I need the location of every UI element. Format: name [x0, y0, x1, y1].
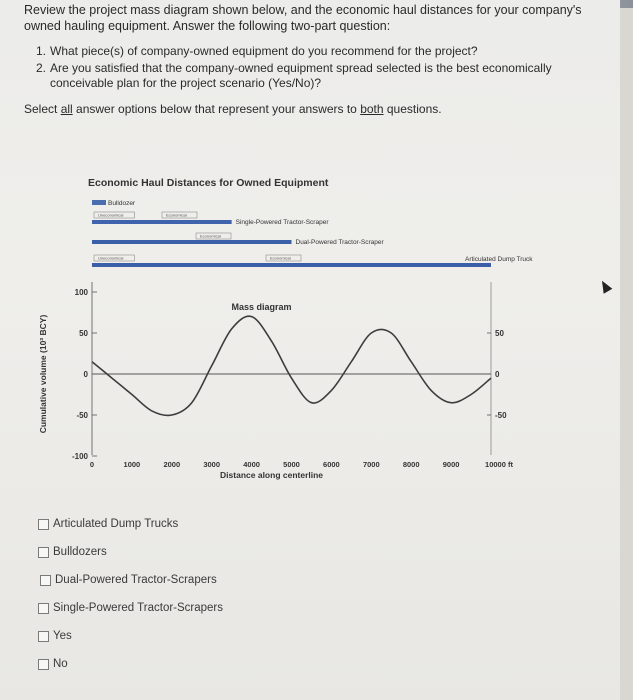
instruction-text	[24, 101, 584, 117]
question-number: 2.	[36, 61, 47, 75]
question-number: 1.	[36, 44, 47, 58]
x-tick-label: 3000	[203, 460, 221, 469]
x-tick-label: 9000	[442, 460, 460, 469]
bar-single-powered-tractor-scraper	[92, 220, 232, 224]
checkbox[interactable]	[40, 575, 51, 586]
checkbox[interactable]	[38, 659, 49, 670]
span-label: Economical	[200, 233, 221, 239]
mass-diagram-curve	[92, 316, 491, 415]
span-label: Uneconomical	[98, 255, 124, 261]
x-tick-label: 6000	[323, 460, 340, 469]
x-axis-label: Distance along centerline	[220, 470, 324, 480]
question-item-text: Are you satisfied that the company-owned equipment spread selected is the best economically conceivable plan for the project scenario (Yes/No)?	[50, 61, 552, 90]
option-yes[interactable]	[38, 630, 72, 642]
bar-label: Single-Powered Tractor-Scraper	[235, 219, 329, 226]
x-tick-label: 1000	[123, 460, 141, 469]
y-tick-label: 50	[79, 329, 88, 338]
instruction-part: answer options below that represent your answers to	[72, 102, 361, 116]
option-single-powered-tractor-scrapers[interactable]	[38, 602, 223, 614]
x-tick-label: 5000	[283, 460, 300, 469]
option-no[interactable]	[38, 658, 68, 670]
span-label: Economical	[270, 255, 291, 261]
x-tick-label: 10000 ft	[485, 460, 513, 469]
y-tick-label: 0	[83, 370, 88, 379]
x-tick-label: 2000	[163, 460, 181, 469]
question-item-1	[36, 44, 584, 59]
bar-label: Bulldozer	[108, 200, 136, 207]
y-axis-label: Cumulative volume (10³ BCY)	[38, 314, 48, 434]
bar-dual-powered-tractor-scraper	[92, 240, 292, 244]
y-tick-label-right: 0	[495, 370, 500, 379]
question-text	[24, 2, 584, 117]
x-tick-label: 7000	[362, 460, 380, 469]
y-tick-label-right: 50	[495, 329, 504, 338]
question-list	[24, 44, 584, 91]
mass-diagram-title: Mass diagram	[231, 302, 292, 312]
x-tick-label: 0	[89, 460, 95, 469]
option-bulldozers[interactable]	[38, 546, 107, 558]
checkbox[interactable]	[38, 631, 49, 642]
y-tick-label-right: -50	[495, 411, 507, 420]
span-label: Economical	[166, 212, 187, 218]
mass-diagram-figure	[28, 170, 588, 500]
option-label: Articulated Dump Trucks	[53, 518, 179, 530]
instruction-part: questions.	[383, 102, 442, 116]
checkbox[interactable]	[38, 519, 49, 530]
bar-articulated-dump-truck	[92, 263, 491, 267]
y-tick-label: 100	[74, 288, 88, 297]
x-tick-label: 4000	[243, 460, 260, 469]
y-tick-label: -50	[76, 411, 88, 420]
mouse-pointer-icon	[598, 278, 613, 293]
option-label: Dual-Powered Tractor-Scrapers	[55, 574, 217, 586]
option-dual-powered-tractor-scrapers[interactable]	[40, 574, 217, 586]
x-tick-label: 8000	[402, 460, 420, 469]
bar-chart-title: Economic Haul Distances for Owned Equipment	[88, 177, 329, 189]
option-label: Yes	[53, 630, 72, 642]
question-item-text: What piece(s) of company-owned equipment do you recommend for the project?	[50, 44, 478, 58]
option-label: Single-Powered Tractor-Scrapers	[53, 602, 224, 614]
option-articulated-dump-trucks[interactable]	[38, 518, 178, 530]
instruction-part: Select	[24, 102, 61, 116]
instruction-emphasis-both: both	[360, 102, 384, 116]
question-intro: Review the project mass diagram shown below, and the economic haul distances for your company's owned hauling equipment. Answer the following two-part question:	[24, 3, 582, 33]
bar-bulldozer	[92, 200, 106, 205]
y-tick-label: -100	[71, 452, 88, 461]
option-label: No	[53, 658, 68, 670]
question-item-2	[36, 61, 584, 91]
bar-label: Dual-Powered Tractor-Scraper	[295, 239, 384, 246]
span-label: Uneconomical	[98, 212, 124, 218]
instruction-emphasis-all: all	[60, 102, 73, 116]
checkbox[interactable]	[38, 547, 49, 558]
option-label: Bulldozers	[53, 546, 107, 558]
bar-label: Articulated Dump Truck	[465, 256, 533, 263]
checkbox[interactable]	[38, 603, 49, 614]
